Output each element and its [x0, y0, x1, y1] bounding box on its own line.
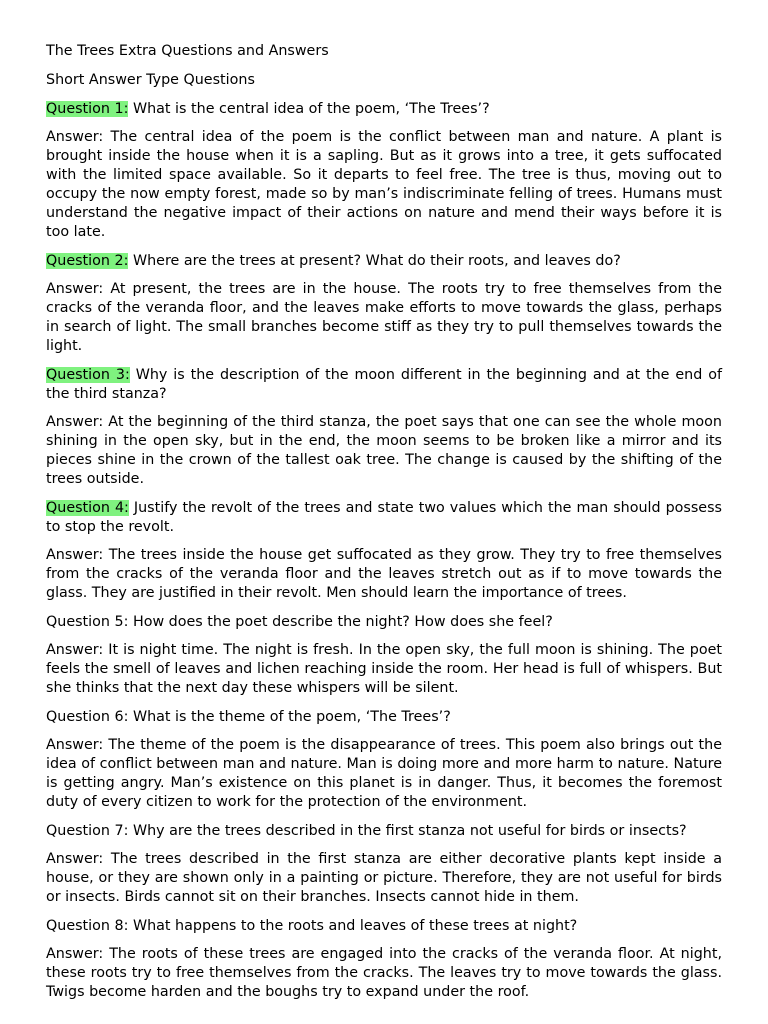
question-text: How does the poet describe the night? How does she feel?: [128, 614, 553, 630]
question-label: Question 7:: [46, 823, 129, 839]
question-label: Question 6:: [46, 709, 129, 725]
question-text: Why is the description of the moon different in the beginning and at the end of the third stanza?: [46, 367, 722, 402]
question-label-highlighted: Question 4:: [46, 500, 129, 516]
question-text: Where are the trees at present? What do their roots, and leaves do?: [128, 253, 621, 269]
question-text: What is the central idea of the poem, ‘The Trees’?: [128, 101, 490, 117]
qa-item-2: [46, 252, 722, 356]
qa-item-3: [46, 366, 722, 489]
question-label-highlighted: Question 2:: [46, 253, 129, 269]
qa-item-8: [46, 917, 722, 1002]
question: [46, 822, 722, 841]
document-title: The Trees Extra Questions and Answers: [46, 43, 329, 59]
answer-text: Answer: The trees described in the first stanza are either decorative plants kept inside a house, or they are shown only in a painting or picture. Therefore, they are not useful for birds or insects. Birds cannot sit on their branches. Insects cannot hide in them.: [46, 851, 722, 905]
qa-item-4: [46, 499, 722, 603]
qa-item-6: [46, 708, 722, 812]
answer-text: Answer: At the beginning of the third stanza, the poet says that one can see the whole moon shining in the open sky, but in the end, the moon seems to be broken like a mirror and its pieces shine in the crown of the tallest oak tree. The change is caused by the shifting of the trees outside.: [46, 414, 722, 487]
document-page: [46, 42, 722, 1012]
question: [46, 100, 722, 119]
question: [46, 708, 722, 727]
question: [46, 917, 722, 936]
answer-text: Answer: It is night time. The night is fresh. In the open sky, the full moon is shining. The poet feels the smell of leaves and lichen reaching inside the room. Her head is full of whispers. But she thinks that the next day these whispers will be silent.: [46, 642, 722, 696]
answer-text: Answer: The roots of these trees are engaged into the cracks of the veranda floor. At night, these roots try to free themselves from the cracks. The leaves try to move towards the glass. Twigs become harden and the boughs try to expand under the roof.: [46, 946, 722, 1000]
question-label-highlighted: Question 1:: [46, 101, 129, 117]
question-label: Question 5:: [46, 614, 129, 630]
question-text: What happens to the roots and leaves of these trees at night?: [128, 918, 578, 934]
question-text: Justify the revolt of the trees and state two values which the man should possess to stop the revolt.: [46, 500, 722, 535]
question: [46, 613, 722, 632]
answer-text: Answer: The central idea of the poem is the conflict between man and nature. A plant is brought inside the house when it is a sapling. But as it grows into a tree, it gets suffocated with the limited space available. So it departs to feel free. The tree is thus, moving out to occupy the now empty forest, made so by man’s indiscriminate felling of trees. Humans must understand the negative impact of their actions on nature and mend their ways before it is too late.: [46, 129, 722, 240]
question: [46, 499, 722, 537]
question-text: What is the theme of the poem, ‘The Trees’?: [128, 709, 451, 725]
question-text: Why are the trees described in the first stanza not useful for birds or insects?: [128, 823, 687, 839]
answer-text: Answer: At present, the trees are in the house. The roots try to free themselves from the cracks of the veranda floor, and the leaves make efforts to move towards the glass, perhaps in search of light. The small branches become stiff as they try to pull themselves towards the light.: [46, 281, 722, 354]
qa-item-1: [46, 100, 722, 242]
qa-item-7: [46, 822, 722, 907]
qa-item-5: [46, 613, 722, 698]
answer-text: Answer: The theme of the poem is the disappearance of trees. This poem also brings out the idea of conflict between man and nature. Man is doing more and more harm to nature. Nature is getting angry. Man’s existence on this planet is in danger. Thus, it becomes the foremost duty of every citizen to work for the protection of the environment.: [46, 737, 722, 810]
section-heading: Short Answer Type Questions: [46, 72, 255, 88]
question: [46, 252, 722, 271]
answer-text: Answer: The trees inside the house get suffocated as they grow. They try to free themselves from the cracks of the veranda floor and the leaves stretch out as if to move towards the glass. They are justified in their revolt. Men should learn the importance of trees.: [46, 547, 722, 601]
question-label-highlighted: Question 3:: [46, 367, 130, 383]
question: [46, 366, 722, 404]
question-label: Question 8:: [46, 918, 129, 934]
